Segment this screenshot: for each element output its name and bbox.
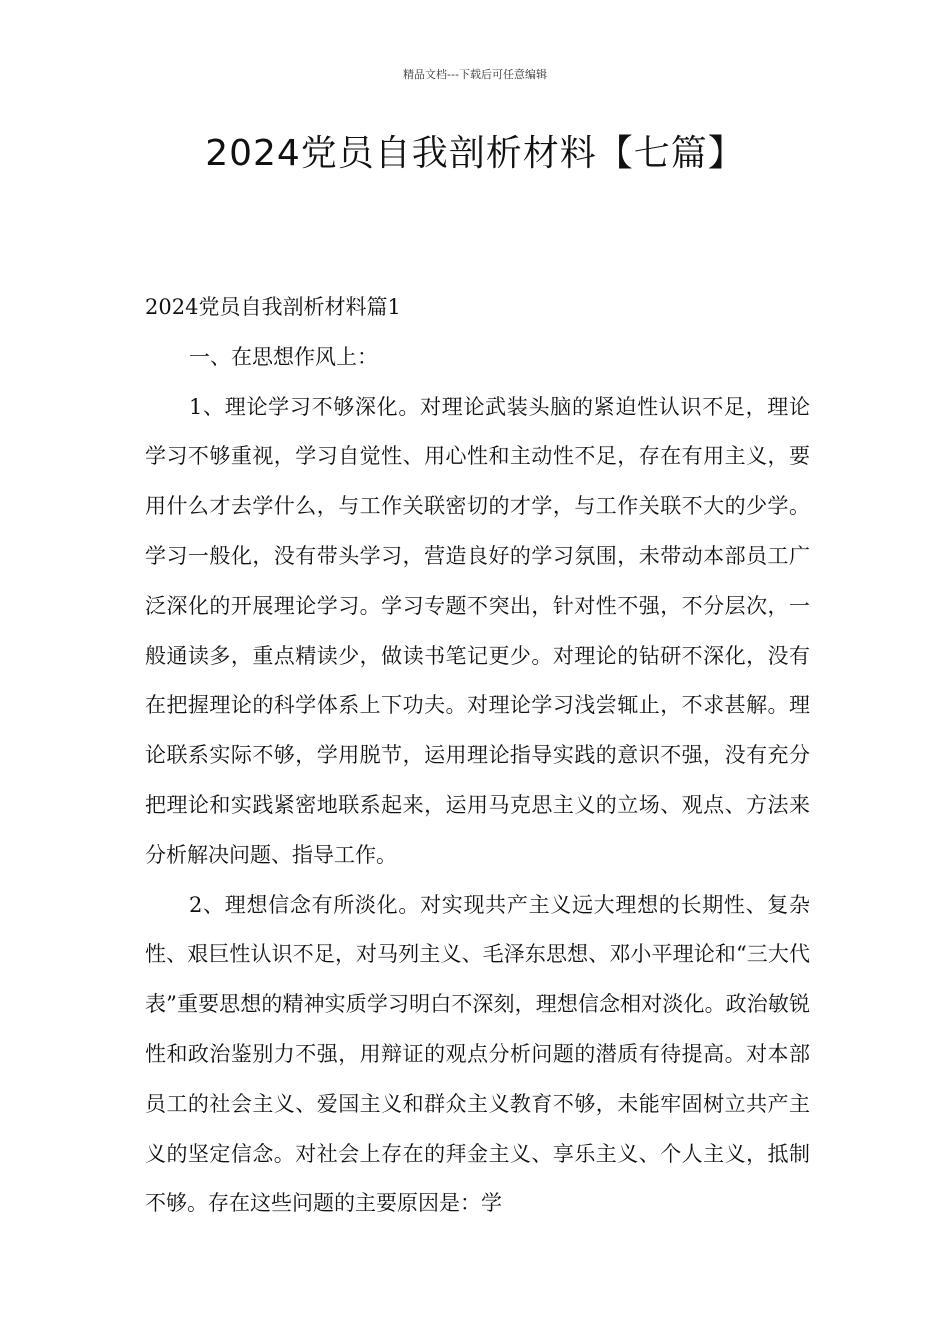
paragraph-2: 2、理想信念有所淡化。对实现共产主义远大理想的长期性、复杂性、艰巨性认识不足，对马列主义、毛泽东思想、邓小平理论和“三大代表”重要思想的精神实质学习明白不深刻，理想信念相对淡化。政治敏锐性和政治鉴别力不强，用辩证的观点分析问题的潜质有待提高。对本部员工的社会主义、爱国主义和群众主义教育不够，未能牢固树立共产主义的坚定信念。对社会上存在的拜金主义、享乐主义、个人主义，抵制不够。存在这些问题的主要原因是：学 xyxy=(145,892,810,1216)
section-heading: 2024党员自我剖析材料篇1 xyxy=(145,295,401,319)
paragraph-1: 1、理论学习不够深化。对理论武装头脑的紧迫性认识不足，理论学习不够重视，学习自觉性、用心性和主动性不足，存在有用主义，要用什么才去学什么，与工作关联密切的才学，与工作关联不大的少学。学习一般化，没有带头学习，营造良好的学习氛围，未带动本部员工广泛深化的开展理论学习。学习专题不突出，针对性不强，不分层次，一般通读多，重点精读少，做读书笔记更少。对理论的钻研不深化，没有在把握理论的科学体系上下功夫。对理论学习浅尝辄止，不求甚解。理论联系实际不够，学用脱节，运用理论指导实践的意识不强，没有充分把理论和实践紧密地联系起来，运用马克思主义的立场、观点、方法来分析解决问题、指导工作。 xyxy=(145,394,810,867)
document-body xyxy=(145,283,810,1229)
header-note: 精品文档---下载后可任意编辑 xyxy=(403,68,547,81)
subheading: 一、在思想作风上： xyxy=(189,344,378,369)
document-title: 2024党员自我剖析材料【七篇】 xyxy=(205,133,745,174)
